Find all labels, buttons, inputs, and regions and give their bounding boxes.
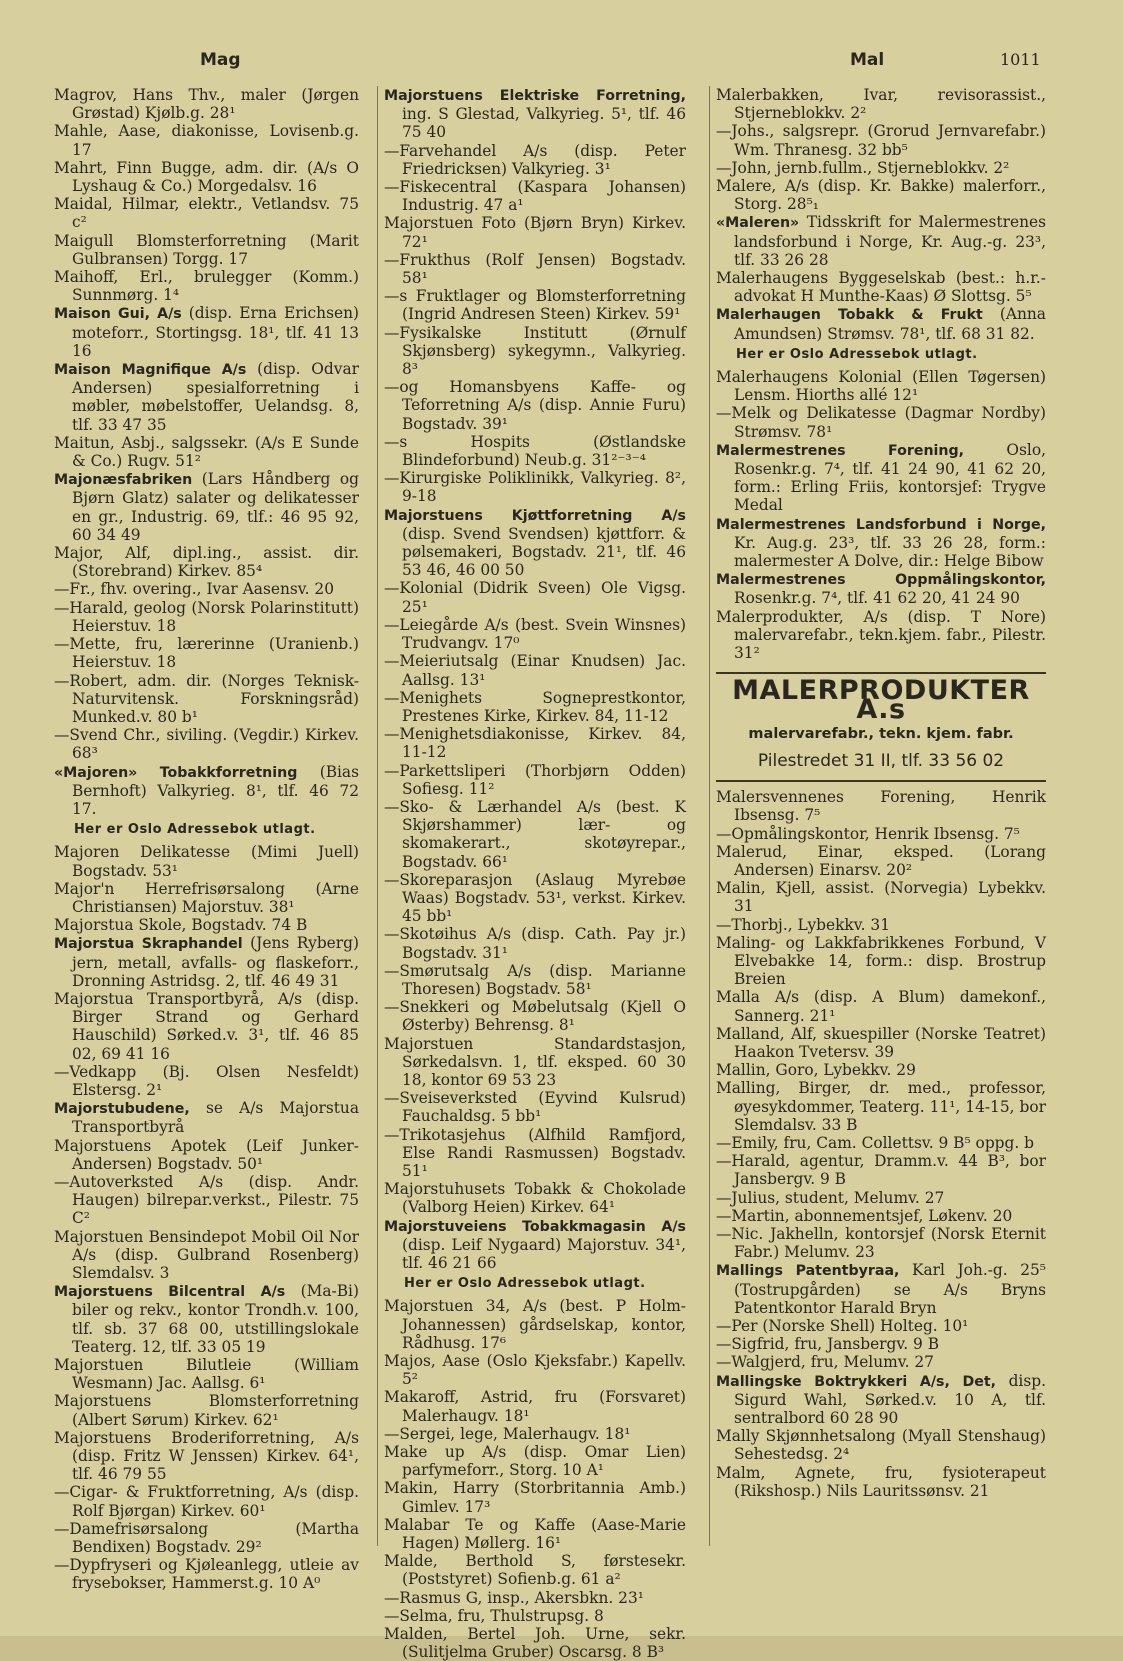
entry-text: —Parkettsliperi (Thorbjørn Odden) Sofiesg. 11² [384,761,686,798]
entry-text: —Fr., fhv. overing., Ivar Aasensv. 20 [54,580,335,599]
directory-entry [54,1228,359,1283]
directory-entry [716,515,1046,571]
directory-entry [716,1335,1046,1353]
entry-text: Rosenkr.g. 7⁴, tlf. 41 62 20, 41 24 90 [734,589,1020,608]
directory-entry [716,788,1046,824]
entry-text: —Johs., salgsrepr. (Grorud Jernvarefabr.) Wm. Thranesg. 32 bb⁵ [716,122,1046,159]
entry-name-bold: «Maleren» [716,215,800,232]
entry-text: (disp. Leif Nygaard) Majorstuv. 34¹, tlf. 46 21 66 [402,1235,686,1272]
directory-entry [54,86,359,122]
column-3 [716,86,1046,1500]
advertisement-box [716,672,1046,782]
entry-text: Maling- og Lakkfabrikkenes Forbund, V Elvebakke 14, form.: disp. Brostrup Breien [716,933,1046,989]
entry-text: Maihoff, Erl., brulegger (Komm.) Sunnmørg. 1⁴ [54,268,359,305]
entry-text: Majorstuen Bilutleie (William Wesmann) Jac. Aallsg. 6¹ [54,1356,359,1393]
directory-entry [54,1483,359,1519]
directory-entry [54,1173,359,1228]
directory-entry [384,925,686,961]
entry-text: Malde, Berthold S, førstesekr. (Poststyret) Sofienb.g. 61 a² [384,1552,686,1589]
entry-text: Malland, Alf, skuespiller (Norske Teatret) Haakon Tvetersv. 39 [716,1024,1046,1061]
entry-text: Major, Alf, dipl.ing., assist. dir. (Storebrand) Kirkev. 85⁴ [54,544,359,581]
directory-entry [54,122,359,158]
entry-text: (Jens Ryberg) jern, metall, avfalls- og flaskeforr., Dronning Astridsg. 2, tlf. 46 49 31 [72,934,359,990]
directory-entry [54,470,359,544]
directory-entry [384,178,686,214]
entry-name-bold: Malerhaugen Tobakk & Frukt [716,307,983,324]
entry-text: —Sigfrid, fru, Jansbergv. 9 B [716,1335,940,1354]
entry-text: —Walgjerd, fru, Melumv. 27 [716,1353,934,1372]
directory-entry [54,268,359,304]
entry-text: —Damefrisørsalong (Martha Bendixen) Bogstadv. 29² [54,1519,359,1557]
entry-text: Majorstua Skole, Bogstadv. 74 B [54,916,308,935]
entry-text: —Meieriutsalg (Einar Knudsen) Jac. Aallsg. 13¹ [384,652,686,689]
directory-entry [384,1297,686,1352]
entry-text: Tidsskrift for Malermestrenes landsforbund i Norge, Kr. Aug.-g. 23³, tlf. 33 26 28 [734,213,1046,269]
column-1 [54,86,359,1593]
entry-text: —Skoreparasjon (Aslaug Myrebøe Waas) Bogstadv. 53¹, verkst. Kirkev. 45 bb¹ [384,870,686,926]
entry-text: —Menighetsdiakonisse, Kirkev. 84, 11-12 [384,725,686,762]
entry-text: —Sveiseverksted (Eyvind Kulsrud) Fauchaldsg. 5 bb¹ [384,1089,686,1126]
entry-text: —Skotøihus A/s (disp. Cath. Pay jr.) Bogstadv. 31¹ [384,925,686,962]
entry-text: Makaroff, Astrid, fru (Forsvaret) Malerhaugv. 18¹ [384,1388,686,1425]
directory-entry [54,580,359,598]
directory-entry [54,434,359,470]
entry-text: Karl Joh.-g. 25⁵ (Tostrupgården) se A/s Bryns Patentkontor Harald Bryn [734,1261,1046,1317]
directory-entry [716,1261,1046,1317]
entry-text: —Opmålingskontor, Henrik Ibsensg. 7⁵ [716,824,1020,843]
directory-entry [716,1061,1046,1079]
column-3-top [716,86,1046,662]
entry-text: Oslo, Rosenkr.g. 7⁴, tlf. 41 24 90, 41 62 20, form.: Erling Friis, kontorsjef: Trygve Medal [734,440,1046,515]
section-notice: Her er Oslo Adressebok utlagt. [736,346,978,362]
entry-text: (Ma-Bi) biler og rekv., kontor Trondh.v. 100, tlf. sb. 37 68 00, utstillingslokale Teaterg. 12, tlf. 33 05 19 [72,1282,359,1356]
entry-text: Majorstuen Foto (Bjørn Bryn) Kirkev. 72¹ [384,214,686,251]
entry-text: Mahrt, Finn Bugge, adm. dir. (A/s O Lyshaug & Co.) Morgedalsv. 16 [54,158,359,196]
directory-entry [384,798,686,871]
directory-entry [716,122,1046,158]
entry-text: Malere, A/s (disp. Kr. Bakke) malerforr., Storg. 28⁵₁ [716,177,1046,214]
directory-entry [716,570,1046,607]
directory-entry [716,269,1046,305]
entry-name-bold: Majorstua Skraphandel [54,936,243,953]
running-head-right: Mal [850,50,885,70]
section-notice: Her er Oslo Adressebok utlagt. [404,1276,646,1292]
entry-text: Make up A/s (disp. Omar Lien) parfymeforr., Storg. 10 A¹ [384,1443,686,1480]
entry-text: —Dypfryseri og Kjøleanlegg, utleie av frysebokser, Hammerst.g. 10 A⁰ [54,1556,359,1593]
entry-text: Mahle, Aase, diakonisse, Lovisenb.g. 17 [54,122,359,159]
entry-text: (Anna Amundsen) Strømsv. 78¹, tlf. 68 31 82. [734,305,1046,343]
entry-text: —Menighets Sogneprestkontor, Prestenes Kirke, Kirkev. 84, 11-12 [384,688,686,725]
directory-entry [384,871,686,926]
directory-entry [716,1134,1046,1152]
entry-text: Majorstuen 34, A/s (best. P Holm-Johannessen) gårdselskap, kontor, Rådhusg. 17⁶ [384,1297,686,1352]
directory-entry [54,880,359,916]
entry-text: (Lars Håndberg og Bjørn Glatz) salater og delikatesser en gr., Industrig. 69, tlf.: 46 95 92, 60 34 49 [72,470,359,544]
entry-text: Majorstuen Bensindepot Mobil Oil Nor A/s (disp. Gulbrand Rosenberg) Slemdalsv. 3 [54,1227,359,1282]
entry-text: Makin, Harry (Storbritannia Amb.) Gimlev. 17³ [384,1479,686,1516]
directory-entry [384,1035,686,1090]
directory-entry [716,1189,1046,1207]
directory-entry [384,1352,686,1388]
directory-entry [384,1479,686,1515]
directory-entry [54,990,359,1063]
entry-text: —Fysikalske Institutt (Ørnulf Skjønsberg) sykegymn., Valkyrieg. 8³ [384,323,686,379]
entry-text: —s Fruktlager og Blomsterforretning (Ingrid Andresen Steen) Kirkev. 59¹ [384,287,686,324]
directory-entry [716,1225,1046,1261]
entry-text: —Trikotasjehus (Alfhild Ramfjord, Else Randi Rasmussen) Bogstadv. 51¹ [384,1125,686,1180]
entry-text: —Per (Norske Shell) Holteg. 10¹ [716,1317,969,1335]
entry-text: —og Homansbyens Kaffe- og Teforretning A/s (disp. Annie Furu) Bogstadv. 39¹ [384,378,686,433]
directory-entry [54,1556,359,1592]
entry-text: —Mette, fru, lærerinne (Uranienb.) Heierstuv. 18 [54,635,359,672]
entry-name-bold: Malermestrenes Landsforbund i Norge, [716,516,1046,533]
directory-entry [716,843,1046,879]
directory-entry [54,726,359,762]
directory-entry [716,1317,1046,1335]
directory-entry [384,579,686,615]
directory-entry [384,506,686,580]
entry-text: Malabar Te og Kaffe (Aase-Marie Hagen) Møllerg. 16¹ [384,1515,686,1553]
entry-text: Malden, Bertel Joh. Urne, sekr. (Sulitjelma Gruber) Oscarsg. 8 B³ [384,1625,686,1661]
directory-entry [54,1137,359,1173]
entry-text: —s Hospits (Østlandske Blindeforbund) Neub.g. 31²⁻³⁻⁴ [384,432,686,470]
directory-entry [54,159,359,195]
entry-text: Maigull Blomsterforretning (Marit Gulbransen) Torgg. 17 [54,231,359,268]
directory-entry [384,689,686,725]
entry-text: —Leiegårde A/s (best. Svein Winsnes) Trudvangv. 17⁰ [384,615,686,653]
directory-entry [54,672,359,727]
entry-text: Mallin, Goro, Lybekkv. 29 [716,1061,916,1080]
entry-text: (disp. Erna Erichsen) moteforr., Stortingsg. 18¹, tlf. 41 13 16 [72,304,359,360]
entry-name-bold: Maison Magnifique A/s [54,362,247,379]
directory-entry [716,1025,1046,1061]
entry-text: —Frukthus (Rolf Jensen) Bogstadv. 58¹ [384,250,686,288]
entry-name-bold: Majorstuens Kjøttforretning A/s [384,507,686,524]
entry-text: Malla A/s (disp. A Blum) damekonf., Sannerg. 21¹ [716,988,1046,1025]
entry-text: —Melk og Delikatesse (Dagmar Nordby) Strømsv. 78¹ [716,404,1046,441]
directory-entry [384,1425,686,1443]
directory-entry [384,1089,686,1125]
directory-entry [384,1443,686,1479]
directory-entry [54,934,359,990]
entry-text: —Selma, fru, Thulstrupsg. 8 [384,1606,604,1625]
directory-entry [384,1388,686,1424]
directory-entry [716,1152,1046,1188]
entry-text: —Cigar- & Fruktforretning, A/s (disp. Rolf Bjørgan) Kirkev. 60¹ [54,1483,359,1520]
entry-text: Majorstua Transportbyrå, A/s (disp. Birger Strand og Gerhard Hauschild) Sørked.v. 3¹, tlf. 46 85 02, 69 41 16 [54,989,359,1063]
entry-text: Malerprodukter, A/s (disp. T Nore) malervarefabr., tekn.kjem. fabr., Pilestr. 31² [716,607,1046,663]
directory-entry [384,214,686,250]
entry-name-bold: Majorstuens Bilcentral A/s [54,1284,286,1301]
entry-text: Majorstuens Broderiforretning, A/s (disp. Fritz W Jenssen) Kirkev. 64¹, tlf. 46 79 55 [54,1428,359,1484]
entry-text: Malerud, Einar, eksped. (Lorang Andersen) Einarsv. 20² [716,842,1046,879]
page-number: 1011 [1000,50,1041,69]
entry-name-bold: Majorstubudene, [54,1101,190,1118]
entry-text: Malling, Birger, dr. med., professor, øyesykdommer, Teaterg. 11¹, 14-15, bor Slemdalsv. 33 B [716,1079,1046,1134]
entry-text: —Fiskecentral (Kaspara Johansen) Industrig. 47 a¹ [384,178,686,215]
entry-text: (disp. Svend Svendsen) kjøttforr. & pølsemakeri, Bogstadv. 21¹, tlf. 46 53 46, 46 00 50 [402,524,686,580]
entry-text: Majoren Delikatesse (Mimi Juell) Bogstadv. 53¹ [54,843,359,880]
directory-entry [716,159,1046,177]
directory-entry [54,304,359,360]
entry-name-bold: Majorstuveiens Tobakkmagasin A/s [384,1218,686,1235]
entry-text: Mally Skjønnhetsalong (Myall Stenshaug) Sehestedsg. 2⁴ [716,1427,1046,1464]
entry-text: —Sergei, lege, Malerhaugv. 18¹ [384,1424,631,1443]
column-3-bottom [716,788,1046,1500]
directory-entry [384,1552,686,1588]
entry-text: —John, jernb.fullm., Stjerneblokkv. 2² [716,158,1010,177]
directory-entry [54,1429,359,1484]
entry-text: —Emily, fru, Cam. Collettsv. 9 B⁵ oppg. b [716,1133,1035,1152]
entry-text: Maidal, Hilmar, elektr., Vetlandsv. 75 c² [54,195,359,232]
directory-entry [54,1520,359,1556]
directory-entry [384,616,686,652]
entry-text: —Julius, student, Melumv. 27 [716,1188,945,1207]
entry-text: —Thorbj., Lybekkv. 31 [716,915,890,934]
entry-text: Majorstuhusets Tobakk & Chokolade (Valborg Heien) Kirkev. 64¹ [384,1180,686,1217]
entry-text: Maitun, Asbj., salgssekr. (A/s E Sunde & Co.) Rugv. 51² [54,433,359,471]
directory-entry [54,1282,359,1356]
directory-entry [384,1217,686,1273]
entry-text: Magrov, Hans Thv., maler (Jørgen Grøstad) Kjølb.g. 28¹ [54,86,359,123]
directory-entry [716,1207,1046,1225]
entry-text: —Snekkeri og Møbelutsalg (Kjell O Østerby) Behrensg. 8¹ [384,998,686,1035]
entry-text: Majorstuens Apotek (Leif Junker-Andersen) Bogstadv. 50¹ [54,1136,359,1173]
entry-name-bold: «Majoren» Tobakkforretning [54,764,298,781]
entry-text: ing. S Glestad, Valkyrieg. 5¹, tlf. 46 75 40 [402,105,686,142]
directory-entry [716,305,1046,342]
directory-entry [54,360,359,434]
directory-entry [54,1099,359,1136]
directory-entry [384,1625,686,1661]
entry-text: —Robert, adm. dir. (Norges Teknisk-Naturvitensk. Forskningsråd) Munked.v. 80 b¹ [54,671,359,726]
directory-entry [384,469,686,505]
entry-text: (Bias Bernhoft) Valkyrieg. 8¹, tlf. 46 72 17. [72,762,360,818]
entry-text: —Vedkapp (Bj. Olsen Nesfeldt) Elstersg. 2¹ [54,1062,359,1099]
entry-text: disp. Sigurd Wahl, Sørked.v. 10 A, tlf. sentralbord 60 28 90 [734,1371,1047,1428]
entry-text: Majorstuens Blomsterforretning (Albert Sørum) Kirkev. 62¹ [54,1392,359,1429]
directory-entry [384,962,686,998]
directory-entry [54,232,359,268]
directory-entry [54,195,359,231]
entry-text: Majorstuen Standardstasjon, Sørkedalsvn. 1, tlf. eksped. 60 30 18, kontor 69 53 23 [384,1034,686,1089]
directory-entry [384,378,686,433]
directory-entry [384,287,686,323]
directory-entry [54,843,359,879]
directory-entry [716,1372,1046,1428]
entry-text: Malerbakken, Ivar, revisorassist., Stjerneblokkv. 2² [716,86,1046,123]
directory-entry [384,324,686,379]
directory-entry [384,1589,686,1607]
section-notice: Her er Oslo Adressebok utlagt. [74,822,316,838]
directory-entry [716,879,1046,915]
directory-entry [384,433,686,469]
directory-entry [716,1353,1046,1371]
directory-entry [716,177,1046,213]
directory-entry [54,916,359,934]
directory-entry [716,988,1046,1024]
directory-entry [716,1427,1046,1463]
ad-title: MALERPRODUKTER A.s [732,675,1030,725]
ad-address: Pilestredet 31 II, tlf. 33 56 02 [757,750,1005,771]
entry-text: —Martin, abonnementsjef, Løkenv. 20 [716,1206,1013,1225]
entry-text: Kr. Aug.g. 23³, tlf. 33 26 28, form.: malermester A Dolve, dir.: Helge Bibow [734,533,1046,571]
entry-text: —Autoverksted A/s (disp. Andr. Haugen) bilrepar.verkst., Pilestr. 75 C² [54,1172,359,1228]
directory-entry [54,763,359,819]
entry-name-bold: Maison Gui, A/s [54,306,182,323]
column-rule [377,86,378,1546]
entry-name-bold: Majonæsfabriken [54,472,193,489]
directory-entry [716,916,1046,934]
directory-entry [54,1063,359,1099]
directory-entry [716,441,1046,515]
entry-text: Majos, Aase (Oslo Kjeksfabr.) Kapellv. 5² [384,1352,686,1389]
directory-entry [384,652,686,688]
column-2 [384,86,686,1661]
directory-entry [716,368,1046,404]
entry-text: —Smørutsalg A/s (disp. Marianne Thoresen) Bogstadv. 58¹ [384,961,686,998]
directory-entry [384,725,686,761]
entry-text: —Rasmus G, insp., Akersbkn. 23¹ [384,1588,644,1607]
entry-name-bold: Majorstuens Elektriske Forretning, [384,88,686,104]
directory-entry [384,1126,686,1181]
directory-entry [384,142,686,178]
entry-text: —Harald, geolog (Norsk Polarinstitutt) Heierstuv. 18 [54,598,359,635]
directory-entry [716,825,1046,843]
entry-text: Malerhaugens Kolonial (Ellen Tøgersen) Lensm. Hiorths allé 12¹ [716,368,1046,405]
entry-text: —Nic. Jakhelln, kontorsjef (Norsk Eternit Fabr.) Melumv. 23 [716,1224,1046,1262]
entry-text: (disp. Odvar Andersen) spesialforretning i møbler, møbelstoffer, Uelandsg. 8, tlf. 33 47 35 [72,360,359,434]
entry-text: Malersvennenes Forening, Henrik Ibsensg. 7⁵ [716,788,1046,825]
entry-text: —Svend Chr., siviling. (Vegdir.) Kirkev. 68³ [54,726,359,763]
entry-name-bold: Mallingske Boktrykkeri A/s, Det, [716,1373,997,1390]
entry-text: —Harald, agentur, Dramm.v. 44 B³, bor Jansbergv. 9 B [716,1152,1046,1189]
directory-entry [54,544,359,580]
directory-entry [716,86,1046,122]
entry-name-bold: Malermestrenes Forening, [716,442,965,459]
entry-text: —Sko- & Lærhandel A/s (best. K Skjørshammer) lær- og skomakerart., skotøyrepar., Bogstadv. 66¹ [384,797,686,871]
entry-text: —Kirurgiske Poliklinikk, Valkyrieg. 8², 9-18 [384,469,686,506]
directory-entry [384,1180,686,1216]
entry-name-bold: Mallings Patentbyraa, [716,1263,900,1280]
directory-entry [384,1607,686,1625]
entry-text: —Farvehandel A/s (disp. Peter Friedricksen) Valkyrieg. 3¹ [384,141,686,178]
directory-entry [384,251,686,287]
entry-text: Malerhaugens Byggeselskab (best.: h.r.-advokat H Munthe-Kaas) Ø Slottsg. 5⁵ [716,269,1046,306]
entry-text: Malm, Agnete, fru, fysioterapeut (Rikshosp.) Nils Lauritssønsv. 21 [716,1463,1046,1500]
directory-entry [716,1079,1046,1134]
entry-text: se A/s Majorstua Transportbyrå [72,1099,359,1137]
directory-entry [716,213,1046,269]
directory-entry [54,635,359,671]
directory-entry [54,1392,359,1428]
entry-text: —Kolonial (Didrik Sveen) Ole Vigsg. 25¹ [384,579,686,616]
entry-text: Malin, Kjell, assist. (Norvegia) Lybekkv. 31 [716,879,1046,916]
entry-text: Major'n Herrefrisørsalong (Arne Christiansen) Majorstuv. 38¹ [54,879,359,916]
directory-entry [716,934,1046,989]
directory-entry [54,1356,359,1392]
ad-subtitle: malervarefabr., tekn. kjem. fabr. [748,725,1014,742]
running-head-left: Mag [200,50,241,70]
directory-entry [384,86,686,142]
column-rule [709,86,710,1546]
directory-entry [384,1516,686,1552]
directory-entry [54,599,359,635]
directory-entry [716,1464,1046,1500]
directory-entry [384,998,686,1034]
directory-entry [716,404,1046,440]
entry-name-bold: Malermestrenes Oppmålingskontor, [716,572,1046,589]
directory-entry [384,762,686,798]
directory-entry [716,608,1046,663]
